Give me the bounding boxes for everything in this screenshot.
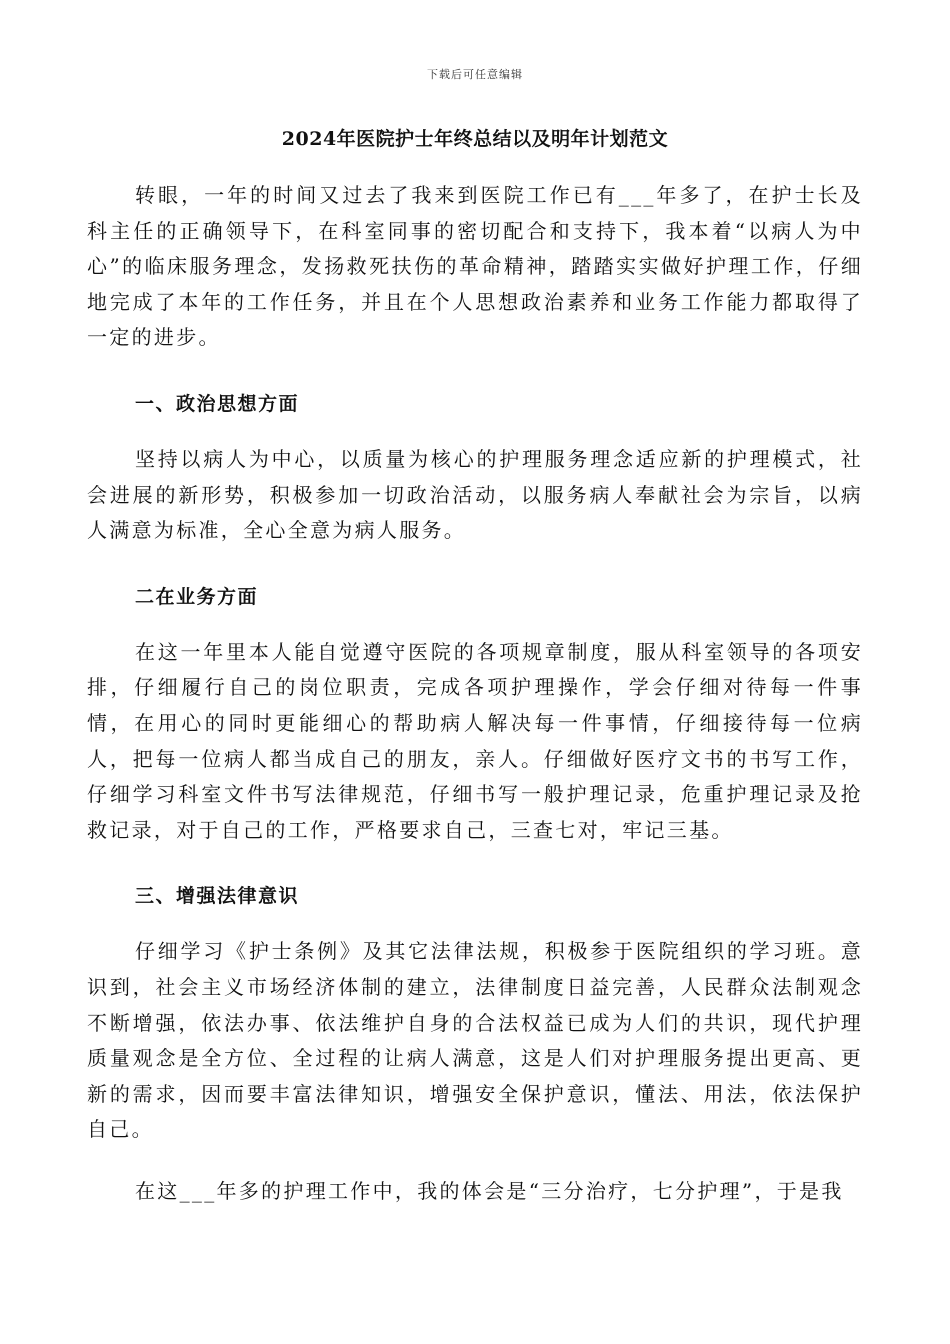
header-note: 下载后可任意编辑 bbox=[427, 68, 523, 81]
paragraph-business: 在这一年里本人能自觉遵守医院的各项规章制度，服从科室领导的各项安排，仔细履行自己的岗位职责，完成各项护理操作，学会仔细对待每一件事情，在用心的同时更能细心的帮助病人解决每一件事情，仔细接待每一位病人，把每一位病人都当成自己的朋友，亲人。仔细做好医疗文书的书写工作，仔细学习科室文件书写法律规范，仔细书写一般护理记录，危重护理记录及抢救记录，对于自己的工作，严格要求自己，三查七对，牢记三基。 bbox=[87, 639, 863, 842]
paragraph-political: 坚持以病人为中心，以质量为核心的护理服务理念适应新的护理模式，社会进展的新形势，积极参加一切政治活动，以服务病人奉献社会为宗旨，以病人满意为标准，全心全意为病人服务。 bbox=[87, 446, 863, 543]
section-heading-business: 二在业务方面 bbox=[135, 585, 259, 608]
section-heading-legal: 三、增强法律意识 bbox=[135, 885, 300, 908]
section-heading-political: 一、政治思想方面 bbox=[135, 392, 300, 415]
document-body bbox=[87, 178, 863, 1209]
document-title: 2024年医院护士年终总结以及明年计划范文 bbox=[281, 128, 669, 150]
paragraph-intro: 转眼，一年的时间又过去了我来到医院工作已有___年多了，在护士长及科主任的正确领导下，在科室同事的密切配合和支持下，我本着“以病人为中心”的临床服务理念，发扬救死扶伤的革命精神，踏踏实实做好护理工作，仔细地完成了本年的工作任务，并且在个人思想政治素养和业务工作能力都取得了一定的进步。 bbox=[87, 183, 863, 350]
paragraph-experience: 在这___年多的护理工作中，我的体会是“三分治疗，七分护理”，于是我 bbox=[135, 1178, 844, 1203]
paragraph-legal: 仔细学习《护士条例》及其它法律法规，积极参于医院组织的学习班。意识到，社会主义市场经济体制的建立，法律制度日益完善，人民群众法制观念不断增强，依法办事、依法维护自身的合法权益已成为人们的共识，现代护理质量观念是全方位、全过程的让病人满意，这是人们对护理服务提出更高、更新的需求，因而要丰富法律知识，增强安全保护意识，懂法、用法，依法保护自己。 bbox=[87, 939, 863, 1142]
